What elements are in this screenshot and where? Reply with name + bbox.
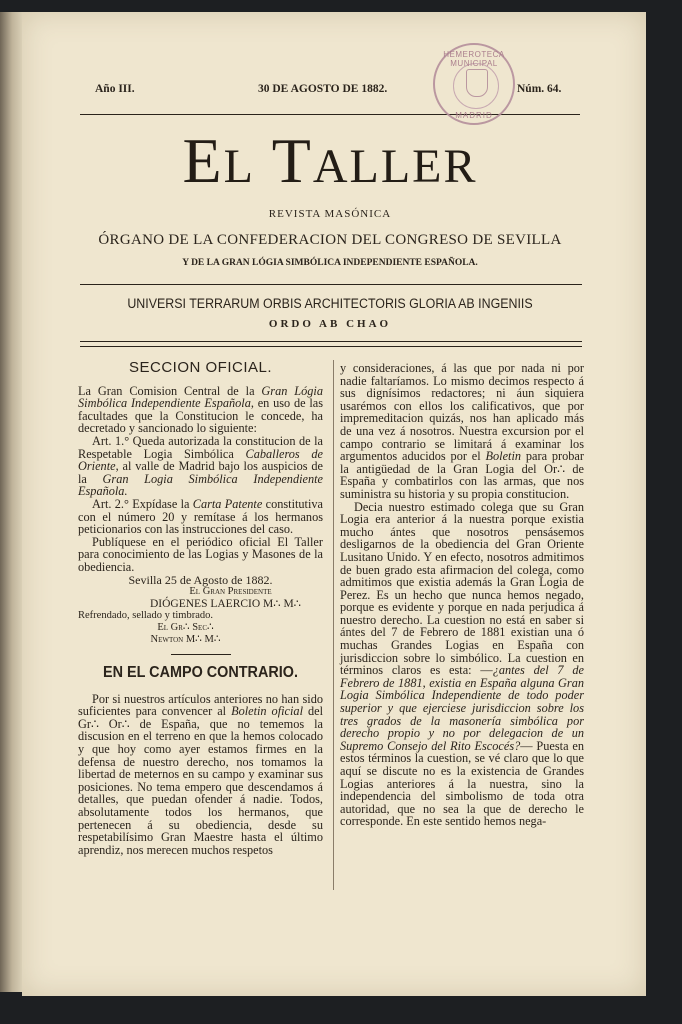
masthead-title xyxy=(80,126,580,202)
masthead-organ-2: Y DE LA GRAN LÓGIA SIMBÓLICA INDEPENDIENTE ESPAÑOLA. xyxy=(182,258,478,268)
campo-continuation: y consideraciones, á las que por nada ni por nadie faltaríamos. Lo mismo decimos respecto á sus dignísimos redactores; ni áun siquiera usarémos con ellos los calificativos, que por impremeditacion quizás, nos han aplicado más de una vez á nosotros. Nuestra excursion por el campo contrario se limitará á examinar los argumentos aducidos por el Boletin para probar la antigüedad de la Gran Logia del Or∴ de España y combatirlos con las armas, que nos suministra su historia y su propia constitucion. xyxy=(340,361,584,501)
signature-newton: Newton M∴ M∴ xyxy=(150,634,221,646)
signature-date: Sevilla 25 de Agosto de 1882. xyxy=(128,572,273,587)
decree-article-1: Art. 1.° Queda autorizada la constitucion de la Respetable Logia Simbólica Caballeros de Oriente, al valle de Madrid bajo los auspicios de la Gran Logia Simbólica Independiente Española. xyxy=(78,433,323,499)
right-column xyxy=(340,362,584,828)
decree-publication: Publíquese en el periódico oficial El Taller para conocimiento de las Logias y Masones de la obediencia. xyxy=(78,534,323,574)
masthead-motto-2: ORDO AB CHAO xyxy=(268,318,392,330)
section-title-oficial: SECCION OFICIAL. xyxy=(128,359,273,376)
campo-paragraph-1: Por si nuestros artículos anteriores no han sido suficientes para convencer al Boletin oficial del Gr∴ Or∴ de España, que no tememos la discusion en el terreno en que la hemos colocado y que hoy como ayer estamos firmes en la defensa de nuestro derecho, nos tomamos la libertad de meternos en su campo y examinar sus posiciones. No tema empero que descendamos á detalles, que puedan ofender á nadie. Todos, absolutamente todos los hermanos, que pertenecen á su obediencia, desde su respetabilísimo Gran Maestre hasta el último aprendiz, nos merecen muchos respetos xyxy=(78,691,323,857)
signature-refrendado: Refrendado, sellado y timbrado. xyxy=(78,610,214,622)
library-stamp xyxy=(433,43,515,125)
title-letter-e: E xyxy=(182,125,224,196)
masthead-motto: UNIVERSI TERRARUM ORBIS ARCHITECTORIS GLORIA AB INGENIIS xyxy=(127,296,533,311)
masthead-organ: ÓRGANO DE LA CONFEDERACION DEL CONGRESO DE SEVILLA xyxy=(98,232,562,248)
book-spine xyxy=(0,12,22,992)
section-title-campo: EN EL CAMPO CONTRARIO. xyxy=(103,664,298,682)
masthead-rule-bottom-1 xyxy=(80,341,582,342)
column-divider xyxy=(333,360,334,890)
campo-paragraph-2: Decia nuestro estimado colega que su Gran Logia era anterior á la nuestra porque existia mucho ántes que nosotros pensásemos desligarnos de la obediencia del Gran Oriente Lusitano Unido. Y en efecto, nosotros admitimos de buen grado esta afirmacion del colega, como admitimos que existia además la Gran Logia de Perez. Es un hecho que nunca hemos negado, porque es evidente y porque en nada perjudica á nuestro derecho. La cuestion no está en saber si ántes del 7 de Febrero de 1881 existian una ó muchas Grandes Logias en España con jurisdiccion sobre lo simbólico. La cuestion en términos claros es esta: —¿antes del 7 de Febrero de 1881, existia en España alguna Gran Logia Simbólica Independiente de todo poder superior y que ejerciese jurisdiccion sobre los tres grados de la masonería simbólica por derecho propio y no por delegacion de un Supremo Consejo del Rito Escocés?— Puesta en estos términos la cuestion, se vé claro que lo que aquí se discute no es la existencia de Grandes Logias anteriores á la nuestra, sino la independencia del simbolismo de toda otra autoridad, que no sea la que de derecho le corresponde. En este sentido hemos nega- xyxy=(340,499,584,829)
issue-number: Núm. 64. xyxy=(517,83,562,95)
signature-name: DIÓGENES LAERCIO M∴ M∴ xyxy=(149,598,302,611)
title-rest: ALLER xyxy=(312,140,478,193)
decree-article-2: Art. 2.° Expídase la Carta Patente constitutiva con el número 20 y remítase á los hermanos peticionarios con las instrucciones del caso. xyxy=(78,496,323,537)
stamp-crest-icon xyxy=(466,69,488,97)
masthead-rule-bottom-2 xyxy=(80,346,582,347)
stamp-top-text: HEMEROTECA MUNICIPAL xyxy=(443,50,505,68)
masthead-rule-top xyxy=(80,284,582,285)
issue-date: 30 DE AGOSTO DE 1882. xyxy=(258,83,388,95)
masthead-subtitle: REVISTA MASÓNICA xyxy=(268,208,392,220)
signature-secretary: El Gr∴ Sec∴ xyxy=(157,622,214,634)
title-letter-l: L xyxy=(223,140,255,193)
issue-year: Año III. xyxy=(95,83,135,95)
title-letter-t: T xyxy=(271,125,313,196)
stamp-bottom-text: MADRID xyxy=(455,111,493,120)
left-column xyxy=(78,359,324,857)
decree-intro: La Gran Comision Central de la Gran Lógia Simbólica Independiente Española, en uso de las facultades que la Constitucion le concede, ha decretado y sancionado lo siguiente: xyxy=(78,383,324,436)
signature-role: El Gran Presidente xyxy=(189,586,272,598)
